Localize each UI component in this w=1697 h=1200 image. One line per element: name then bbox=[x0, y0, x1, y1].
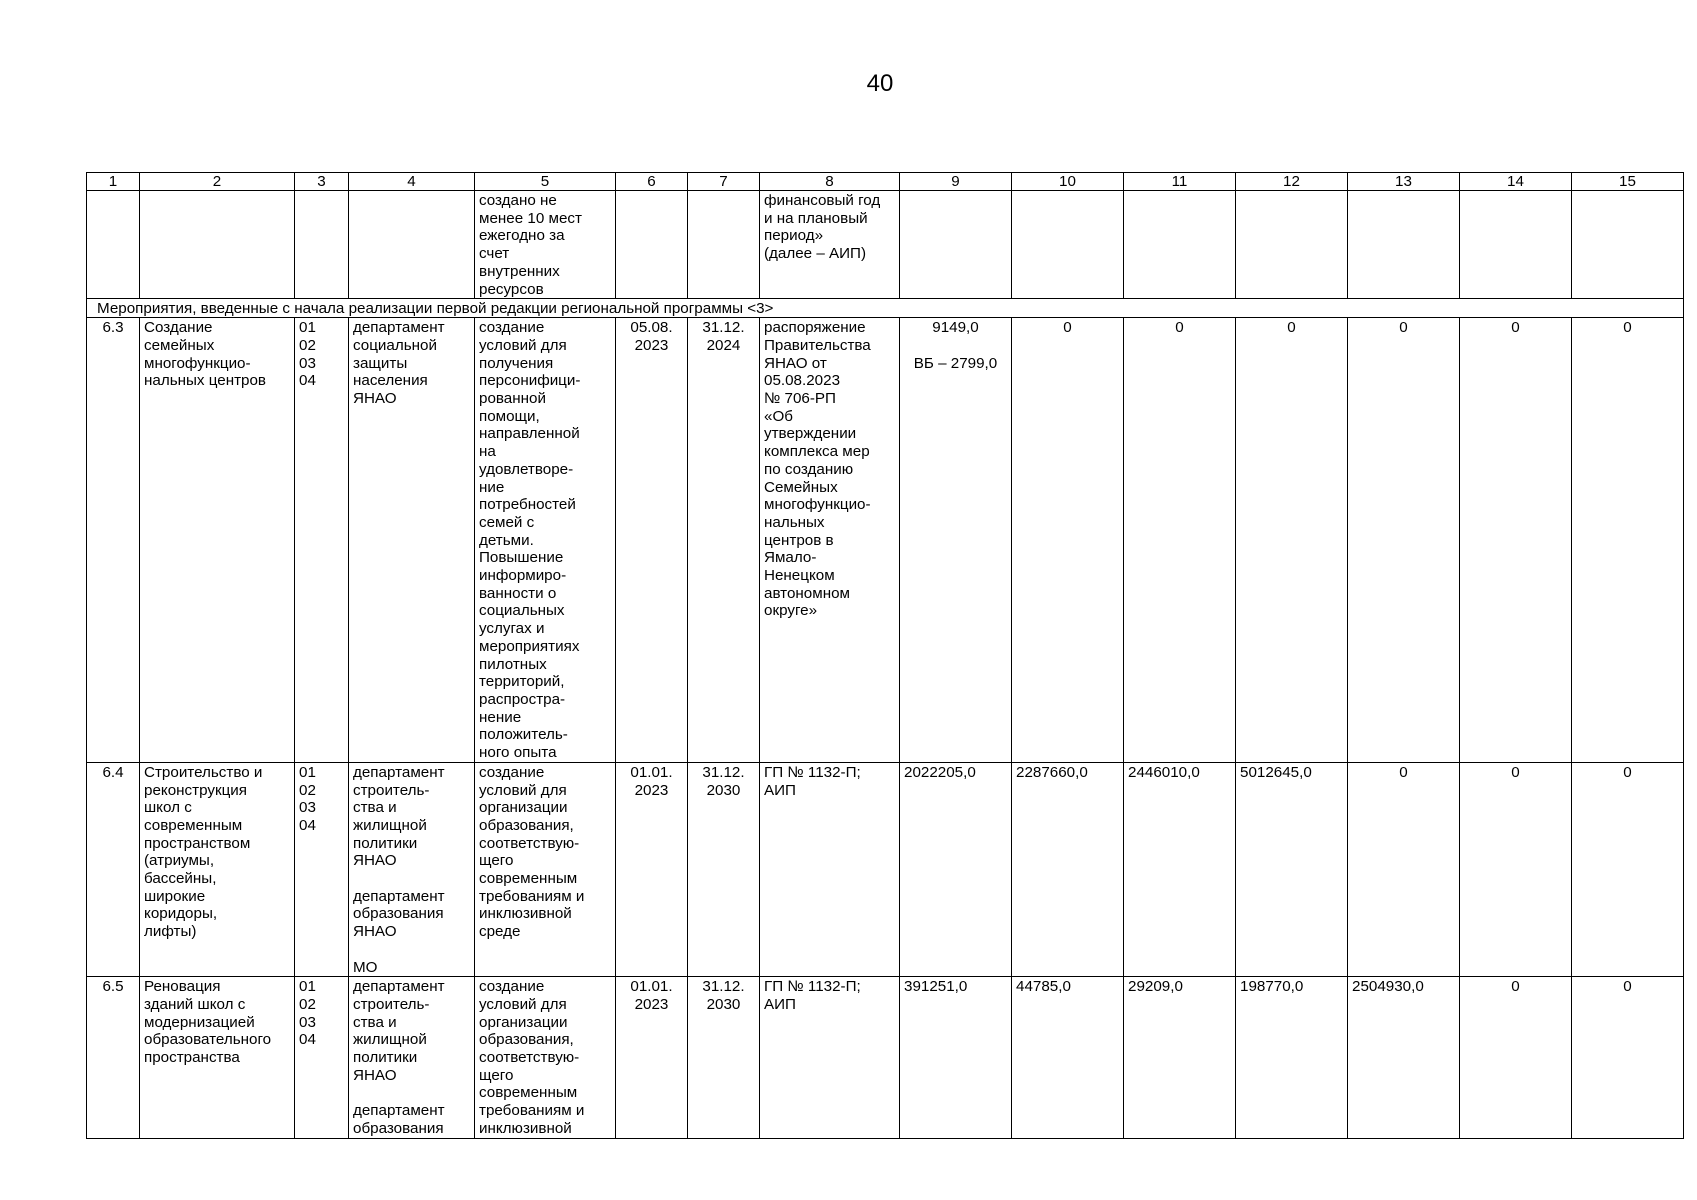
executor: департамент социальной защиты населения ЯНАО bbox=[349, 318, 475, 763]
funding-value: 0 bbox=[1236, 318, 1348, 763]
table-cell bbox=[1236, 191, 1348, 299]
code-list: 01 02 03 04 bbox=[295, 318, 349, 763]
expected-result: создание условий для организации образования, соответствую- щего современным требованиям и инклюзивной bbox=[475, 977, 616, 1138]
code-list: 01 02 03 04 bbox=[295, 977, 349, 1138]
table-cell bbox=[1460, 191, 1572, 299]
funding-value: 0 bbox=[1572, 762, 1684, 976]
basis-cell: финансовый год и на плановый период» (далее – АИП) bbox=[760, 191, 900, 299]
end-date: 31.12. 2024 bbox=[688, 318, 760, 763]
funding-value: 0 bbox=[1572, 318, 1684, 763]
column-number-row bbox=[87, 173, 1684, 191]
start-date: 05.08. 2023 bbox=[616, 318, 688, 763]
column-number: 13 bbox=[1348, 173, 1460, 191]
column-number: 5 bbox=[475, 173, 616, 191]
page-number: 40 bbox=[866, 70, 894, 97]
expected-result: создание условий для получения персонифици- рованной помощи, направленной на удовлетворе- ние потребностей семей с детьми. Повышение информиро- ванности о социальных услугах и мероприятиях пилотных территорий, распростра- нение положитель- ного опыта bbox=[475, 318, 616, 763]
funding-value: 391251,0 bbox=[900, 977, 1012, 1138]
column-number: 6 bbox=[616, 173, 688, 191]
funding-value: 0 bbox=[1460, 762, 1572, 976]
funding-value: 9149,0 ВБ – 2799,0 bbox=[900, 318, 1012, 763]
column-number: 14 bbox=[1460, 173, 1572, 191]
start-date: 01.01. 2023 bbox=[616, 977, 688, 1138]
funding-value: 0 bbox=[1460, 318, 1572, 763]
funding-value: 44785,0 bbox=[1012, 977, 1124, 1138]
column-number: 1 bbox=[87, 173, 140, 191]
legal-basis: ГП № 1132-П; АИП bbox=[760, 977, 900, 1138]
table-cell bbox=[87, 191, 140, 299]
executor: департамент строитель- ства и жилищной политики ЯНАО департамент образования bbox=[349, 977, 475, 1138]
continuation-row bbox=[87, 191, 1684, 299]
funding-value: 2504930,0 bbox=[1348, 977, 1460, 1138]
table-cell bbox=[1124, 191, 1236, 299]
column-number: 2 bbox=[140, 173, 295, 191]
executor: департамент строитель- ства и жилищной политики ЯНАО департамент образования ЯНАО МО bbox=[349, 762, 475, 976]
result-cell: создано не менее 10 мест ежегодно за счет внутренних ресурсов bbox=[475, 191, 616, 299]
column-number: 3 bbox=[295, 173, 349, 191]
row-number: 6.5 bbox=[87, 977, 140, 1138]
measure-name: Строительство и реконструкция школ с современным пространством (атриумы, бассейны, широкие коридоры, лифты) bbox=[140, 762, 295, 976]
end-date: 31.12. 2030 bbox=[688, 977, 760, 1138]
table-cell bbox=[900, 191, 1012, 299]
table-cell bbox=[688, 191, 760, 299]
funding-value: 0 bbox=[1572, 977, 1684, 1138]
funding-value: 0 bbox=[1348, 318, 1460, 763]
table-cell bbox=[349, 191, 475, 299]
funding-value: 5012645,0 bbox=[1236, 762, 1348, 976]
funding-value: 29209,0 bbox=[1124, 977, 1236, 1138]
funding-value: 0 bbox=[1348, 762, 1460, 976]
table-row bbox=[87, 318, 1684, 763]
column-number: 12 bbox=[1236, 173, 1348, 191]
end-date: 31.12. 2030 bbox=[688, 762, 760, 976]
section-heading-row bbox=[87, 299, 1684, 318]
code-list: 01 02 03 04 bbox=[295, 762, 349, 976]
row-number: 6.3 bbox=[87, 318, 140, 763]
table-cell bbox=[140, 191, 295, 299]
row-number: 6.4 bbox=[87, 762, 140, 976]
legal-basis: распоряжение Правительства ЯНАО от 05.08.2023 № 706-РП «Об утверждении комплекса мер по созданию Семейных многофункцио- нальных центров в Ямало- Ненецком автономном округе» bbox=[760, 318, 900, 763]
funding-value: 2446010,0 bbox=[1124, 762, 1236, 976]
table-cell bbox=[1348, 191, 1460, 299]
column-number: 11 bbox=[1124, 173, 1236, 191]
expected-result: создание условий для организации образования, соответствую- щего современным требованиям и инклюзивной среде bbox=[475, 762, 616, 976]
funding-value: 2287660,0 bbox=[1012, 762, 1124, 976]
table-row bbox=[87, 977, 1684, 1138]
measure-name: Реновация зданий школ с модернизацией образовательного пространства bbox=[140, 977, 295, 1138]
section-title: Мероприятия, введенные с начала реализации первой редакции региональной программы <3> bbox=[87, 299, 1684, 318]
funding-value: 2022205,0 bbox=[900, 762, 1012, 976]
table-cell bbox=[616, 191, 688, 299]
funding-value: 0 bbox=[1012, 318, 1124, 763]
column-number: 15 bbox=[1572, 173, 1684, 191]
table-cell bbox=[1572, 191, 1684, 299]
funding-value: 0 bbox=[1124, 318, 1236, 763]
funding-value: 0 bbox=[1460, 977, 1572, 1138]
column-number: 10 bbox=[1012, 173, 1124, 191]
table-cell bbox=[1012, 191, 1124, 299]
start-date: 01.01. 2023 bbox=[616, 762, 688, 976]
column-number: 9 bbox=[900, 173, 1012, 191]
table-cell bbox=[295, 191, 349, 299]
column-number: 4 bbox=[349, 173, 475, 191]
legal-basis: ГП № 1132-П; АИП bbox=[760, 762, 900, 976]
column-number: 7 bbox=[688, 173, 760, 191]
table-row bbox=[87, 762, 1684, 976]
program-table bbox=[86, 172, 1684, 1139]
column-number: 8 bbox=[760, 173, 900, 191]
measure-name: Создание семейных многофункцио- нальных центров bbox=[140, 318, 295, 763]
funding-value: 198770,0 bbox=[1236, 977, 1348, 1138]
